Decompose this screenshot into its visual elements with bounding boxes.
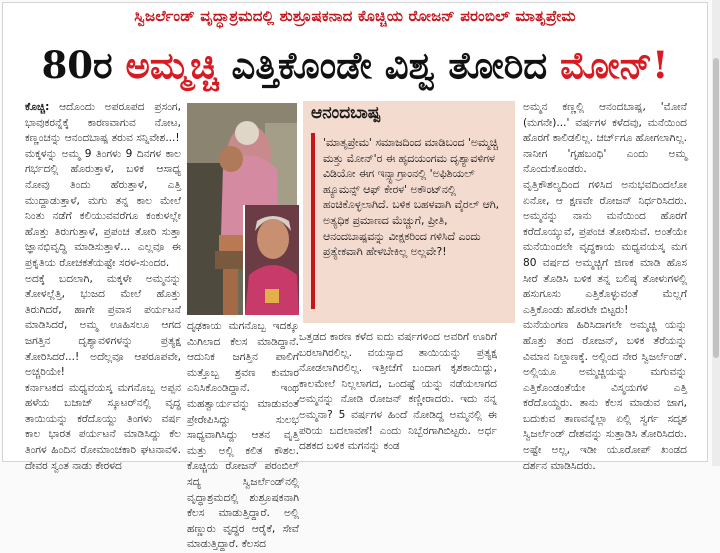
newspaper-clipping [2,2,708,551]
inset-photo [243,205,299,315]
inset-portrait-illustration [245,205,299,315]
article-column-3: ಒತ್ತಡದ ಕಾರಣ ಕಳೆದ ಐದು ವರ್ಷಗಳಿಂದ ಅವರಿಗೆ ಊರಿಗೆ ಬರಲಾಗಿರಲಿಲ್ಲ. ವಯಸ್ಸಾದ ತಾಯಿಯನ್ನು ಪ್ರತ್ಯಕ್ಷ ನೋಡಲಾಗಿರಲಿಲ್ಲ. ಇತ್ತೀಚೆಗೆ ಬಂದಾಗ ಕೃಶಕಾಯಿದ್ದು, ಕಾಲಮೇಲೆ ನಿಲ್ಲಲಾಗದ, ಒಂದಷ್ಟೆ ಯನ್ನು ನಡೆಯಲಾಗದ ಅಮ್ಮನನ್ನು ನೋಡಿ ರೋಜನ್ ಕಣ್ಣೀರಾದರು. ಇದು ನನ್ನ ಅಮ್ಮನಾ? 5 ವರ್ಷಗಳ ಹಿಂದೆ ನೋಡಿದ್ದ ಅಮ್ಮನಲ್ಲಿ ಈ ಪರಿಯ ಬದಲಾವಣೆ! ಎಂದು ನಿಬ್ಬೆರಗಾಗಿಬಿಟ್ಟರು. ಅರ್ಧ ದಶಕದ ಬಳಿಕ ಮಗನನ್ನು ಕಂಡ [299,331,497,453]
paragraph: ಅಮ್ಮನ ಕಣ್ಣಲ್ಲಿ ಆನಂದಬಾಷ್ಪ, 'ಮೋನೆ (ಮಗನೇ)...' ವರ್ಷಗಳ ಕಳೆದವು, ಮನೆಯಿಂದ ಹೊರಗೆ ಕಾಲಿಡಲಿಲ್ಲ. ಚರ್ಚ್‌ಗೂ ಹೋಗಲಾಗಿಲ್ಲ. ನಾನೀಗ 'ಗೃಹಬಂಧಿ' ಎಂದು ಅಮ್ಮ ನೊಂದುಕೊಂಡರು. [523,101,687,176]
highlight-box [303,101,515,323]
box-accent-bar [311,133,315,309]
kicker-line: ಸ್ವಿಜರ್ಲೆಂಡ್ ವೃದ್ಧಾಶ್ರಮದಲ್ಲಿ ಶುಶ್ರೂಷಕನಾದ ಕೊಚ್ಚಿಯ ರೋಜನ್ ಪರಂಬಿಲ್ ಮಾತೃಪ್ರೇಮ [134,7,576,25]
dateline: ಕೊಚ್ಚಿ: [25,101,50,113]
paragraph: ವೃತ್ತಿಕೌಶಲ್ಯದಿಂದ ಗಳಿಸಿದ ಅನುಭವದಿಂದಲೋ ಏನೋ, ಆ ಕ್ಷಣವೇ ರೋಜನ್ ನಿರ್ಧರಿಸಿದರು. ಅಮ್ಮನನ್ನು ನಾನು ಮನೆಯಿಂದ ಹೊರಗೆ ಕರೆದೊಯ್ಯುವೆ, ಪ್ರಪಂಚ ತೋರಿಸುವೆ. ಅಂತೆಯೇ ಮನೆಯಿಂದಲೇ ವೃದ್ಧಕಾಯ ಮಧ್ಯವಯಸ್ಕ ಮಗ 80 ವರ್ಷದ ಅಮ್ಮಚ್ಚಿಗೆ ಜಿಣಕ ಮಾಡಿ ಹೊಸ ಸೀರೆ ತೊಡಿಸಿ ಬಳಿಕ ತನ್ನ ಬಲಿಷ್ಠ ತೋಳುಗಳಲ್ಲಿ ಹಸುಗೂಸು ಎತ್ತಿಕೊಳ್ಳುವಂತೆ ಮೆಲ್ಲಗೆ ಎತ್ತಿಕೊಂಡು ಹೊರಟೇ ಬಿಟ್ಟರು! [523,178,687,316]
paragraph: ಅದಕ್ಕೆ ಬದಲಾಗಿ, ಮಕ್ಕಳೇ ಅಮ್ಮನನ್ನು ತೋಳಲ್ಲೆತ್ತಿ, ಭುಜದ ಮೇಲೆ ಹೊತ್ತು ತಿರುಗಿದರೆ, ಹಾಗೇ ಪ್ರವಾಸ ಪರ್ಯಟನೆ ಮಾಡಿಸಿದರೆ, ಅಮ್ಮ ಊಹಿಸಲೂ ಆಗದ ಜಗತ್ತಿನ ದೃಶ್ಯಾವಳಿಗಳನ್ನು ಪ್ರತ್ಯಕ್ಷ ತೋರಿಸಿದರೆ...! ಅದೆಲ್ಲವೂ ಆಪರೂಪವೇ, ಅಚ್ಚರಿಯೇ! [25,272,181,379]
box-title: ಆನಂದಬಾಷ್ಪ [311,103,381,123]
article-intro [25,100,181,147]
article-column-4 [523,100,687,474]
headline-part-1: 80ರ [41,43,113,87]
headline-part-3: ಎತ್ತಿಕೊಂಡೇ ವಿಶ್ವ ತೋರಿದ [231,43,548,87]
article-column-1 [25,100,181,474]
scrollbar[interactable] [712,0,720,466]
headline-part-4: ಮೋನ್! [560,43,669,87]
intro-text: ಆದೊಂದು ಅಪರೂಪದ ಪ್ರಸಂಗ, ಭಾವುಕರನ್ನೆಕ್ಕೆ ಕಾರಣವಾಗುವ ನೋಟ, ಕಣ್ಣಂಚನ್ನು ಆನಂದಬಾಷ್ಪ ತರುವ ಸನ್ನಿವೇಶ...! [25,101,181,145]
headline-part-2: ಅಮ್ಮಚ್ಚಿ [125,43,219,87]
paragraph: ಮಕ್ಕಳನ್ನು ಅಮ್ಮ 9 ತಿಂಗಳು 9 ದಿನಗಳ ಕಾಲ ಗರ್ಭದಲ್ಲಿ ಹೊರುತ್ತಾಳೆ, ಬಳಿಕ ಆಸಾಧ್ಯ ನೋವು ತಿಂದು ಹೆರುತ್ತಾಳೆ, ಎತ್ತಿ ಮುದ್ದಾಡುತ್ತಾಳೆ, ಮಗು ತನ್ನ ಕಾಲ ಮೇಲೆ ನಿಂತು ನಡೆಗೆ ಕಲಿಯುವವರೆಗೂ ಕಂಕುಳಲ್ಲೇ ಹೊತ್ತು ತಿರುಗುತ್ತಾಳೆ, ಪ್ರಪಂಚ ತೋರಿ ಸುತ್ತಾ ಜ್ಞಾನಭಿವೃದ್ಧಿ ಮಾಡಿಸುತ್ತಾಳೆ... ಎಲ್ಲವೂ ಈ ಪ್ರಕೃತಿಯ ರೋಚಕತೆಯಷ್ಟೇ ಸರಳ-ಸುಂದರ. [25,147,181,269]
photo-caption: ದೃಢಕಾಯ ಮಗನೊಬ್ಬ ಇದಕ್ಕೂ ಮಿಗಿಲಾದ ಕೆಲಸ ಮಾಡಿದ್ದಾನೆ. ಆದುನಿಕ ಜಗತ್ತಿನ ಪಾಲಿಗೆ ಮತ್ತೊಬ್ಬ ಶ್ರವಣ ಕುಮಾರ ಎನಿಸಿಕೊಂಡಿದ್ದಾನೆ. ಇಂಥ ಮಹತ್ವಾರ್ಯವನ್ನು ಮಾಡುವಂತೆ ಪ್ರೇರೇಪಿಸಿದ್ದು ಸುಲಭ ಸಾಧ್ಯವಾಗಿಸಿದ್ದು ಆತನ ವೃತ್ತಿ ಮತ್ತು ಅಲ್ಲಿ ಕಲಿತ ಕೌಶಲ. ಕೊಚ್ಚಿಯ ರೋಜನ್ ಪರಂಬಿಲ್ ಸದ್ಯ ಸ್ವಿಜರ್ಲೆಂಡ್‌ನಲ್ಲಿ ವೃದ್ಧಾಶ್ರಮದಲ್ಲಿ ಶುಶ್ರೂಷಕನಾಗಿ ಕೆಲಸ ಮಾಡುತ್ತಿದ್ದಾರೆ. ಅಲ್ಲಿ ಹಣ್ಣುರು ವೃದ್ಧರ ಆರೈಕೆ, ಸೇವೆ ಮಾಡುತ್ತಿದ್ದಾರೆ. ಕೆಲಸದ [187,320,299,551]
paragraph: ಕರ್ನಾಟಕದ ಮಧ್ಯವಯಸ್ಕ ಮಗನೊಬ್ಬ ಅಪ್ಪನ ಹಳೆಯ ಬಜಾಜ್ ಸ್ಕೂಟರ್‌ನಲ್ಲಿ ವೃದ್ಧ ತಾಯಿಯನ್ನು ಕರೆದೊಯ್ದು ತಿಂಗಳು ವರ್ಷ ಕಾಲ ಭಾರತ ಪರ್ಯಟನೆ ಮಾಡಿಸಿದ್ದು ಕೆಲ ತಿಂಗಳ ಹಿಂದಿನ ರೋಮಾಂಚಕಾರಿ ಘಟನಾವಳಿ. ದೇವರ ಸ್ವಂತ ನಾಡು ಕೇರಳದ [25,381,181,472]
headline [3,43,707,87]
scrollbar-thumb[interactable] [713,58,719,358]
box-body: 'ಮಾತೃಪ್ರೇಮ' ಸಮಾಜದಿಂದ ಮಾಡಿಬಂದ 'ಅಮ್ಮಚ್ಚಿ ಮತ್ತು ಮೋನ್'ರ ಈ ಹೃದಯಂಗಮ ದೃಶ್ಯಾವಳಿಗಳ ವಿಡಿಯೋ ಈಗ ಇನ್ಸ್ಟಾಗ್ರಾಂನಲ್ಲಿ 'ಅಫಿಶಿಯಲ್ ಹ್ಯೂಮನ್ಸ್ ಆಫ್ ಕೇರಳ' ಅಕೌಂಟ್‌ನಲ್ಲಿ ಹಂಚಿಕೊಳ್ಳಲಾಗಿದೆ. ಬಳಿಕ ಬಹಳವಾಗಿ ವೈರಲ್ ಆಗಿ, ಅತ್ಯಧಿಕ ಪ್ರಮಾಣದ ಮೆಚ್ಚುಗೆ, ಪ್ರೀತಿ, ಆನಂದಬಾಷ್ಪವನ್ನು ವೀಕ್ಷಕರಿಂದ ಗಳಿಸಿದೆ ಎಂದು ಪ್ರತ್ಯೇಕವಾಗಿ ಹೇಳಬೇಕಿಲ್ಲ ಅಲ್ಲವೇ?! [323,136,500,259]
paragraph: ಮನೆಯಂಗಣ ಹಿರಿಸಿದಾಗಲೇ ಅಮ್ಮಚ್ಚಿ ಯನ್ನು ಹೊತ್ತು ತಂದ ರೋಜನ್, ಬಳಿಕ ತೆರೆಯನ್ನು ವಿಮಾನ ನಿಲ್ದಾಣಕ್ಕೆ. ಅಲ್ಲಿಂದ ನೇರ ಸ್ವಿಜರ್ಲೆಂಡ್. ಅಲ್ಲಿಯೂ ಅಮ್ಮಚ್ಚಿಯನ್ನು ಮಗುವನ್ನು ಎತ್ತಿಕೊಂಡಂತೆಯೇ ವಿಸ್ಮಯಗಳ ಎತ್ತಿ ಕರೆದೊಯ್ದರು. ತಾನು ಕೆಲಸ ಮಾಡುವ ಜಾಗ, ಬದುಕುವ ತಾಣವನ್ನೆಲ್ಲಾ ಏಲ್ಲಿ ಸ್ವರ್ಗ ಸದೃಶ ಸ್ವಿಜರ್ಲೆಂಡ್ ದೇಶವನ್ನು ಸುತ್ತಾಡಿಸಿ ತೋರಿಸಿದರು. ಅಷ್ಟೇ ಅಲ್ಲ, ಇಡೀ ಯೂರೋಪ್ ಖಂಡದ ದರ್ಶನ ಮಾಡಿಸಿದರು. [523,319,687,472]
